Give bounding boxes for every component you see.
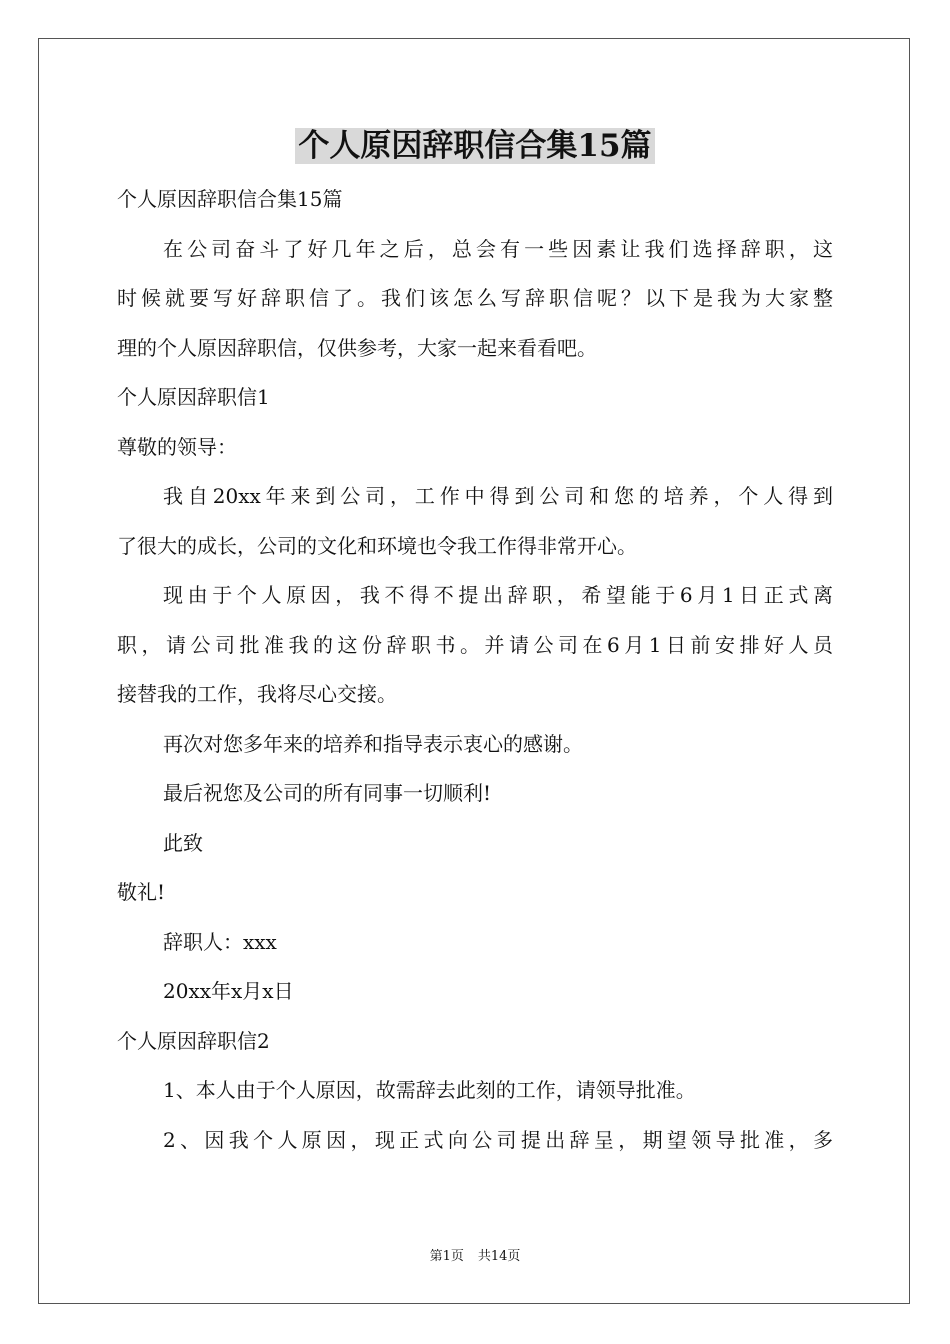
page-footer bbox=[0, 1247, 950, 1267]
paragraph-line: 再次对您多年来的培养和指导表示衷心的感谢。 bbox=[163, 731, 583, 756]
document-body bbox=[117, 175, 833, 1165]
paragraph-line: 最后祝您及公司的所有同事一切顺利! bbox=[163, 781, 492, 805]
paragraph-line: 理的个人原因辞职信，仅供参考，大家一起来看看吧。 bbox=[117, 335, 597, 360]
subtitle-line: 个人原因辞职信合集15篇 bbox=[117, 187, 343, 211]
paragraph-line: 2、因我个人原因，现正式向公司提出辞呈，期望领导批准，多 bbox=[163, 1127, 833, 1152]
paragraph-line: 现由于个人原因，我不得不提出辞职，希望能于6月1日正式离 bbox=[163, 583, 833, 607]
section-heading: 个人原因辞职信1 bbox=[117, 385, 270, 409]
date-line: 20xx年x月x日 bbox=[163, 979, 294, 1003]
document-title-text: 个人原因辞职信合集15篇 bbox=[295, 128, 654, 164]
closing-line: 此致 bbox=[163, 830, 203, 855]
salutation: 尊敬的领导： bbox=[117, 434, 237, 459]
closing-line: 敬礼! bbox=[117, 880, 166, 904]
section-heading: 个人原因辞职信2 bbox=[117, 1028, 270, 1053]
paragraph-line: 接替我的工作，我将尽心交接。 bbox=[117, 682, 397, 706]
paragraph-line: 1、本人由于个人原因，故需辞去此刻的工作，请领导批准。 bbox=[163, 1078, 696, 1102]
paragraph-line: 时候就要写好辞职信了。我们该怎么写辞职信呢？以下是我为大家整 bbox=[117, 286, 833, 310]
page-number: 第1页 bbox=[429, 1249, 464, 1264]
paragraph-line: 了很大的成长，公司的文化和环境也令我工作得非常开心。 bbox=[117, 533, 637, 558]
page-total: 共14页 bbox=[477, 1249, 521, 1264]
paragraph-line: 职，请公司批准我的这份辞职书。并请公司在6月1日前安排好人员 bbox=[117, 632, 833, 657]
paragraph-line: 我自20xx年来到公司，工作中得到公司和您的培养，个人得到 bbox=[163, 484, 833, 508]
document-title bbox=[0, 124, 950, 168]
paragraph-line: 在公司奋斗了好几年之后，总会有一些因素让我们选择辞职，这 bbox=[163, 236, 833, 261]
signature-line: 辞职人：xxx bbox=[163, 929, 277, 954]
